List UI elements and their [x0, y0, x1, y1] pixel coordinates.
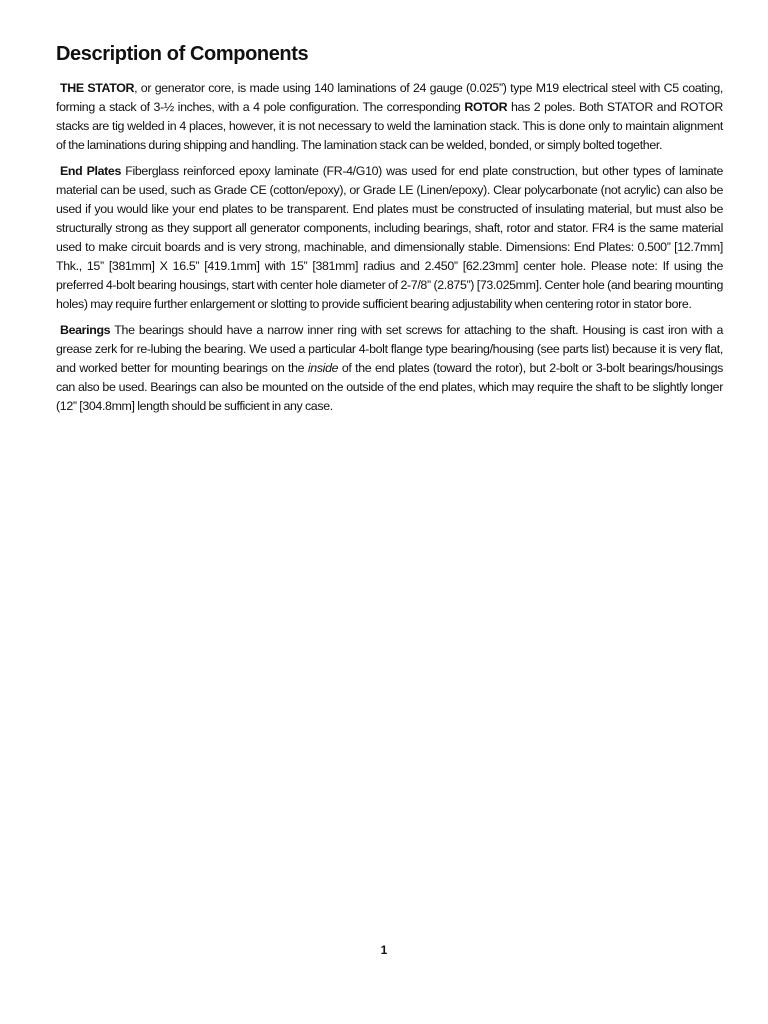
document-title: Description of Components: [56, 43, 309, 65]
stator-text-part-2: has 2 poles. Both STATOR and ROTOR stacks are tig welded in 4 places, however, it is not necessary to weld the lamination stack. This is done only to maintain alignment of the laminations during shipping and handling. The lamination stack can be welded, bonded, or simply bolted together.: [56, 100, 723, 152]
end-plates-text: Fiberglass reinforced epoxy laminate (FR-4/G10) was used for end plate construction, but other types of laminate material can be used, such as Grade CE (cotton/epoxy), or Grade LE (Linen/epoxy). Clear polycarbonate (not acrylic) can also be used if you would like your end plates to be transparent. End plates must be constructed of insulating material, but must also be structurally strong as they support all generator components, including bearings, shaft, rotor and stator. FR4 is the same material used to make circuit boards and is very strong, machinable, and dimensionally stable. Dimensions: End Plates: 0.500” [12.7mm] Thk., 15” [381mm] X 16.5” [419.1mm] with 15” [381mm] radius and 2.450” [62.23mm] center hole. Please note: If using the preferred 4-bolt bearing housings, start with center hole diameter of 2-7/8” (2.875”) [73.025mm]. Center hole (and bearing mounting holes) may require further enlargement or slotting to provide sufficient bearing adjustability when centering rotor in stator bore.: [56, 164, 723, 311]
document-body: [56, 40, 723, 423]
page-number: 1: [380, 943, 388, 957]
bearings-paragraph: [56, 321, 723, 416]
end-plates-paragraph: [56, 162, 723, 314]
end-plates-heading: End Plates: [60, 164, 121, 178]
bearings-heading: Bearings: [60, 323, 111, 337]
rotor-keyword: ROTOR: [464, 100, 508, 114]
bearings-text-part-2: of the end plates (toward the rotor), but 2-bolt or 3-bolt bearings/housings can also be used. Bearings can also be mounted on the outside of the end plates, which may require the shaft to be slightly longer (12” [304.8mm] length should be sufficient in any case.: [56, 361, 723, 413]
inside-emphasis: inside: [307, 361, 339, 375]
stator-heading: THE STATOR: [60, 81, 135, 95]
stator-text-part-1: , or generator core, is made using 140 laminations of 24 gauge (0.025”) type M19 electrical steel with C5 coating, forming a stack of 3-½ inches, with a 4 pole configuration. The corresponding: [56, 81, 723, 114]
stator-paragraph: [56, 79, 723, 155]
bearings-text-part-1: The bearings should have a narrow inner ring with set screws for attaching to the shaft. Housing is cast iron with a grease zerk for re-lubing the bearing. We used a particular 4-bolt flange type bearing/housing (see parts list) because it is very flat, and worked better for mounting bearings on the: [56, 323, 723, 375]
